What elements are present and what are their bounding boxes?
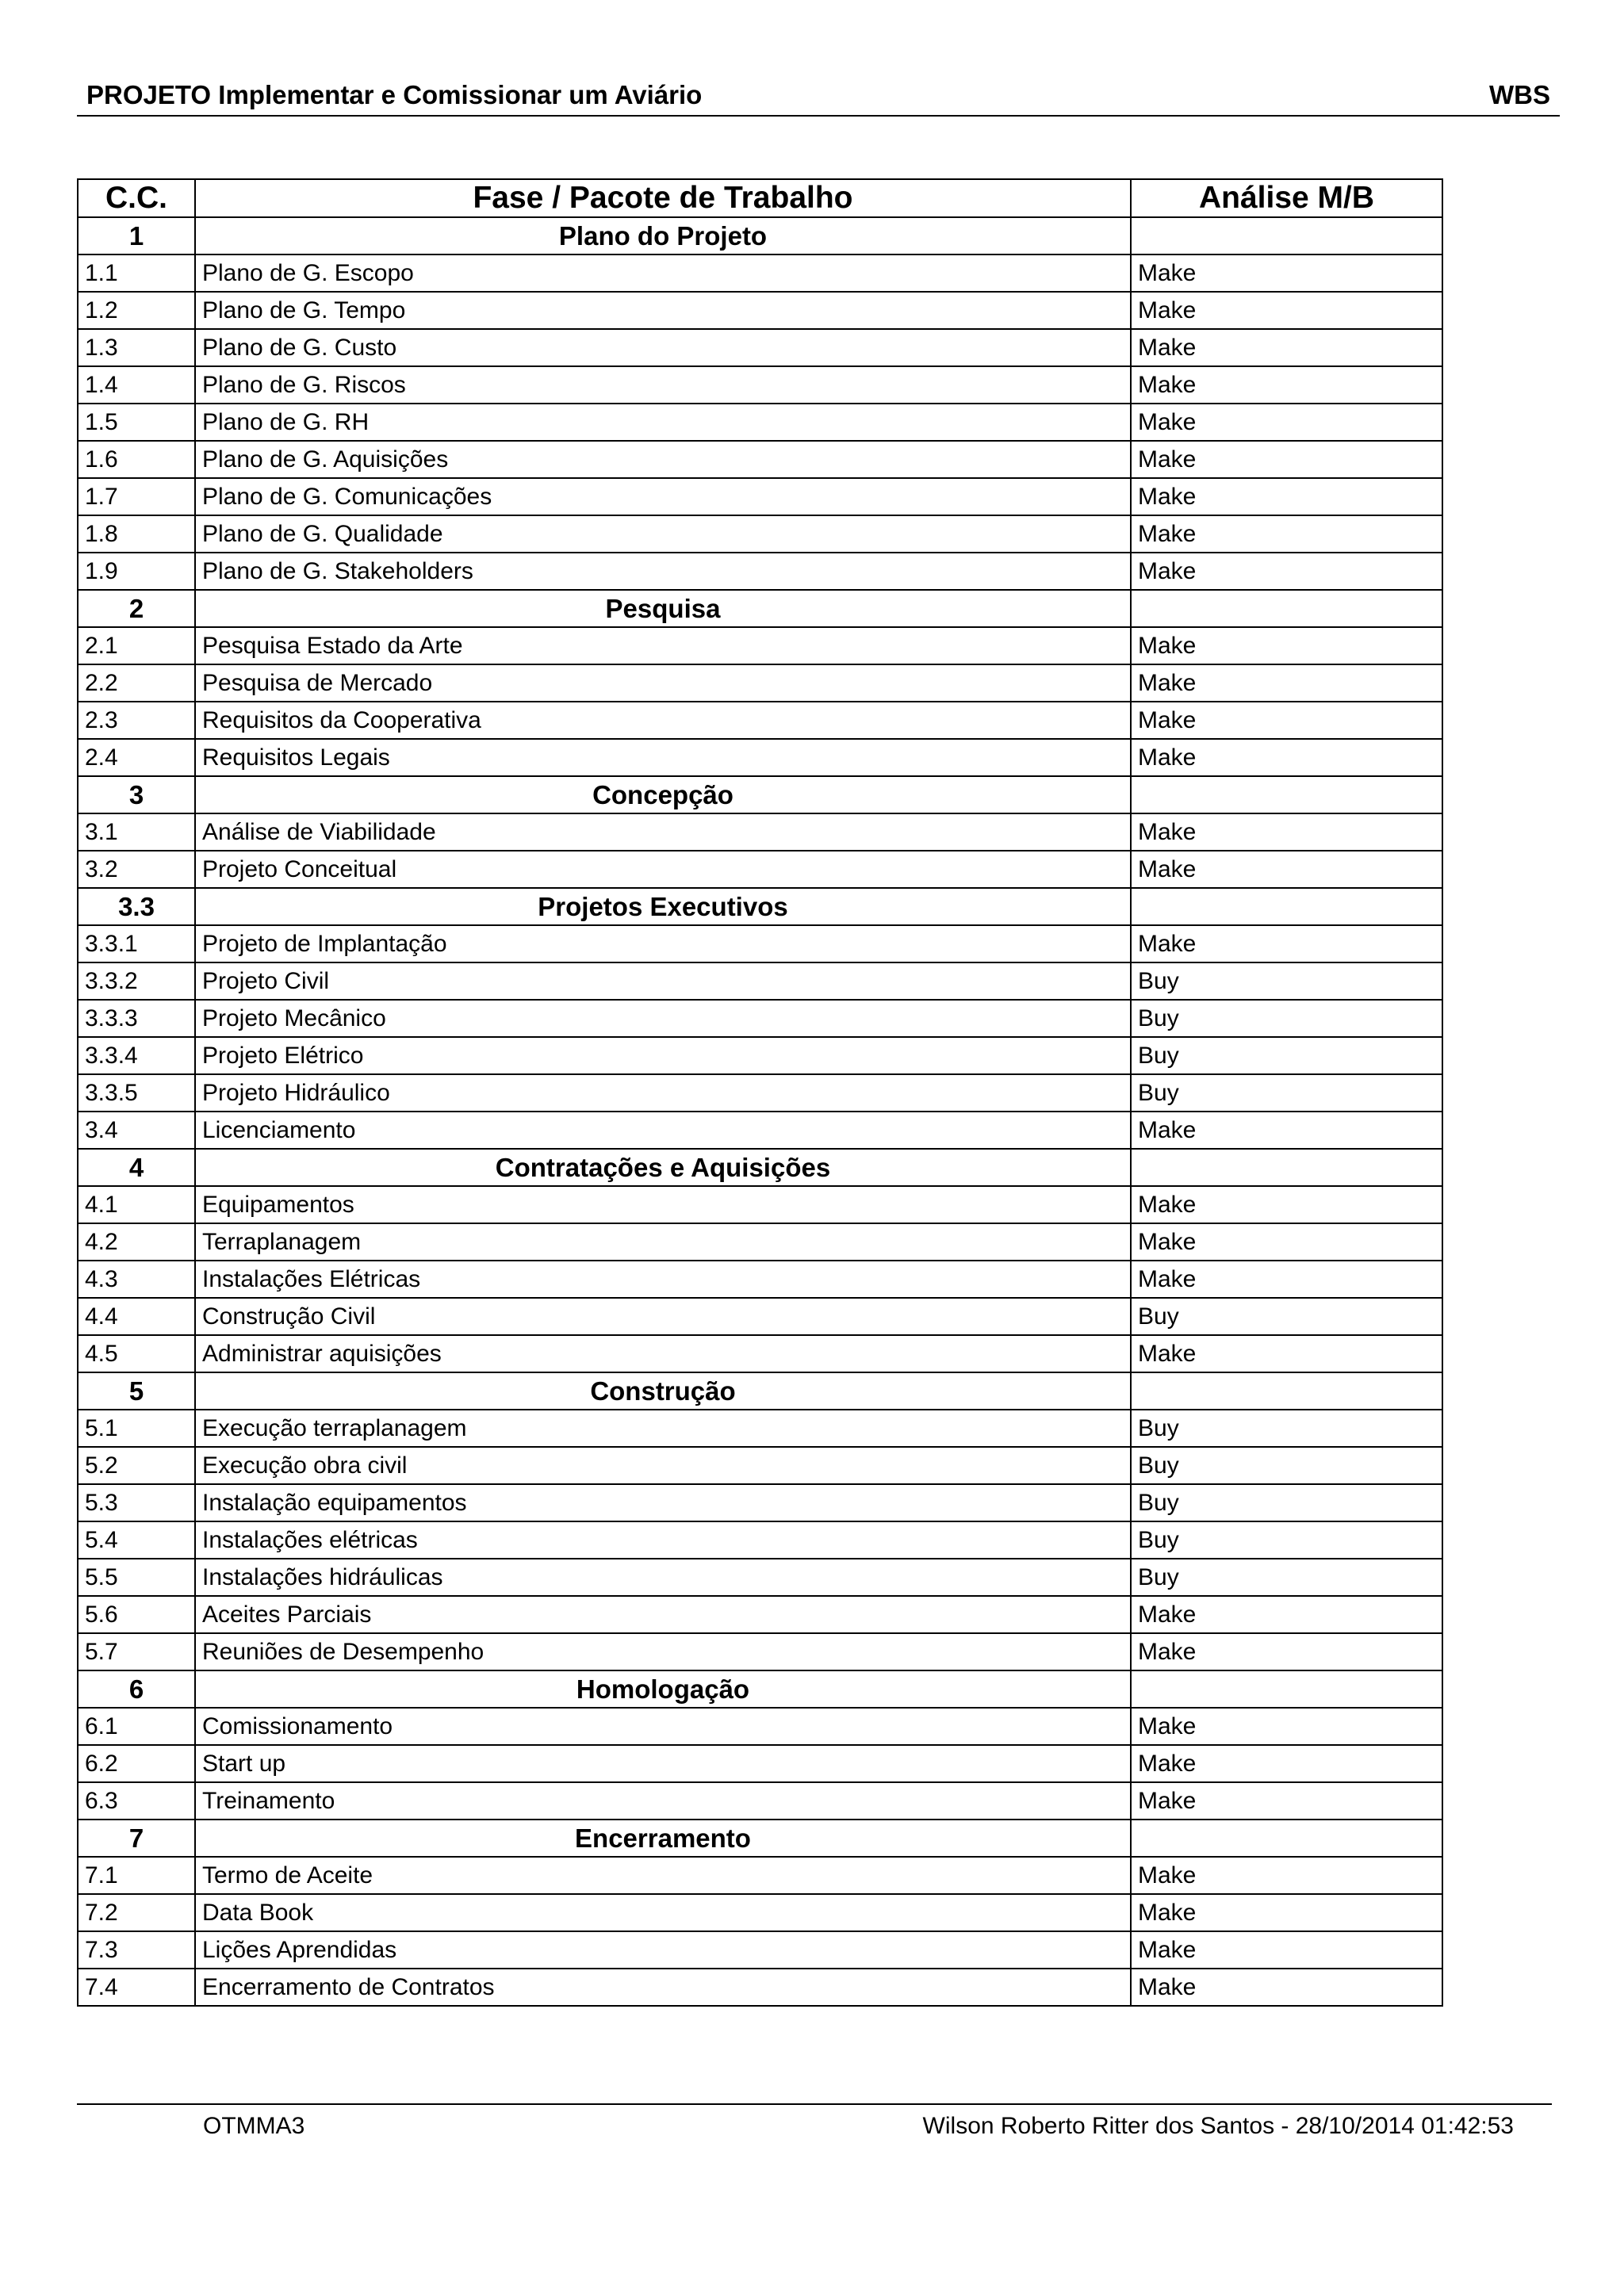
table-row — [78, 1112, 1442, 1149]
cell-cc: 7.3 — [78, 1931, 195, 1969]
cell-work-package: Plano de G. Tempo — [195, 292, 1131, 329]
cell-phase-name: Homologação — [195, 1670, 1131, 1708]
phase-row — [78, 217, 1442, 254]
cell-work-package: Projeto Civil — [195, 962, 1131, 1000]
cell-make-buy: Make — [1131, 702, 1442, 739]
cell-phase-name: Contratações e Aquisições — [195, 1149, 1131, 1186]
cell-work-package: Treinamento — [195, 1782, 1131, 1820]
page-header — [77, 77, 1560, 117]
cell-cc: 5.3 — [78, 1484, 195, 1521]
cell-phase-name: Plano do Projeto — [195, 217, 1131, 254]
cell-work-package: Pesquisa Estado da Arte — [195, 627, 1131, 664]
column-header-make-buy: Análise M/B — [1131, 179, 1442, 217]
cell-make-buy: Make — [1131, 1186, 1442, 1223]
cell-work-package: Lições Aprendidas — [195, 1931, 1131, 1969]
phase-row — [78, 1149, 1442, 1186]
cell-work-package: Análise de Viabilidade — [195, 813, 1131, 851]
table-row — [78, 441, 1442, 478]
cell-make-buy: Make — [1131, 329, 1442, 366]
cell-make-buy: Make — [1131, 1261, 1442, 1298]
cell-make-buy: Buy — [1131, 1298, 1442, 1335]
table-row — [78, 1596, 1442, 1633]
cell-phase-name: Projetos Executivos — [195, 888, 1131, 925]
cell-cc: 3.3.1 — [78, 925, 195, 962]
cell-work-package: Plano de G. RH — [195, 404, 1131, 441]
cell-make-buy: Make — [1131, 627, 1442, 664]
table-row — [78, 1633, 1442, 1670]
cell-cc: 1.9 — [78, 553, 195, 590]
cell-work-package: Reuniões de Desempenho — [195, 1633, 1131, 1670]
cell-cc: 6.2 — [78, 1745, 195, 1782]
cell-make-buy — [1131, 1820, 1442, 1857]
cell-work-package: Terraplanagem — [195, 1223, 1131, 1261]
table-row — [78, 1410, 1442, 1447]
cell-make-buy: Make — [1131, 851, 1442, 888]
document-code: WBS — [1489, 80, 1550, 109]
cell-work-package: Plano de G. Stakeholders — [195, 553, 1131, 590]
cell-make-buy — [1131, 217, 1442, 254]
cell-cc: 4.5 — [78, 1335, 195, 1372]
cell-make-buy: Make — [1131, 404, 1442, 441]
cell-make-buy — [1131, 1149, 1442, 1186]
cell-make-buy: Buy — [1131, 1484, 1442, 1521]
cell-work-package: Pesquisa de Mercado — [195, 664, 1131, 702]
table-row — [78, 254, 1442, 292]
cell-make-buy: Buy — [1131, 1447, 1442, 1484]
cell-make-buy: Make — [1131, 1223, 1442, 1261]
cell-cc: 7.2 — [78, 1894, 195, 1931]
cell-work-package: Execução obra civil — [195, 1447, 1131, 1484]
cell-cc: 6.3 — [78, 1782, 195, 1820]
cell-make-buy: Make — [1131, 1708, 1442, 1745]
cell-cc: 1.3 — [78, 329, 195, 366]
cell-make-buy: Make — [1131, 664, 1442, 702]
cell-work-package: Plano de G. Escopo — [195, 254, 1131, 292]
cell-work-package: Instalação equipamentos — [195, 1484, 1131, 1521]
cell-cc: 1.5 — [78, 404, 195, 441]
cell-phase-name: Concepção — [195, 776, 1131, 813]
footer-author-timestamp: Wilson Roberto Ritter dos Santos - 28/10/2014 01:42:53 — [922, 2113, 1514, 2139]
page-footer — [77, 2103, 1552, 2152]
footer-course-code: OTMMA3 — [203, 2113, 305, 2139]
table-row — [78, 1000, 1442, 1037]
cell-work-package: Administrar aquisições — [195, 1335, 1131, 1372]
cell-work-package: Projeto Mecânico — [195, 1000, 1131, 1037]
table-row — [78, 1708, 1442, 1745]
cell-cc: 6.1 — [78, 1708, 195, 1745]
cell-cc: 1 — [78, 217, 195, 254]
cell-cc: 1.2 — [78, 292, 195, 329]
table-row — [78, 1559, 1442, 1596]
table-row — [78, 1745, 1442, 1782]
table-row — [78, 925, 1442, 962]
cell-cc: 3.2 — [78, 851, 195, 888]
cell-work-package: Requisitos Legais — [195, 739, 1131, 776]
table-row — [78, 1186, 1442, 1223]
cell-work-package: Plano de G. Riscos — [195, 366, 1131, 404]
table-body — [78, 217, 1442, 2006]
cell-work-package: Licenciamento — [195, 1112, 1131, 1149]
cell-cc: 5.5 — [78, 1559, 195, 1596]
table-row — [78, 1261, 1442, 1298]
cell-work-package: Plano de G. Custo — [195, 329, 1131, 366]
cell-cc: 5.2 — [78, 1447, 195, 1484]
table-row — [78, 329, 1442, 366]
cell-make-buy — [1131, 776, 1442, 813]
table-row — [78, 813, 1442, 851]
page-title: PROJETO Implementar e Comissionar um Aviário — [86, 80, 703, 109]
cell-work-package: Plano de G. Qualidade — [195, 515, 1131, 553]
table-row — [78, 515, 1442, 553]
cell-work-package: Projeto Elétrico — [195, 1037, 1131, 1074]
cell-cc: 2.3 — [78, 702, 195, 739]
cell-cc: 2.2 — [78, 664, 195, 702]
table-row — [78, 1782, 1442, 1820]
cell-work-package: Start up — [195, 1745, 1131, 1782]
wbs-table — [77, 178, 1443, 2007]
cell-cc: 7 — [78, 1820, 195, 1857]
cell-make-buy: Make — [1131, 1112, 1442, 1149]
cell-make-buy: Make — [1131, 1335, 1442, 1372]
cell-make-buy: Buy — [1131, 1521, 1442, 1559]
cell-work-package: Execução terraplanagem — [195, 1410, 1131, 1447]
table-row — [78, 702, 1442, 739]
cell-work-package: Data Book — [195, 1894, 1131, 1931]
table-row — [78, 1969, 1442, 2006]
cell-make-buy: Make — [1131, 1596, 1442, 1633]
cell-make-buy: Make — [1131, 292, 1442, 329]
cell-cc: 1.7 — [78, 478, 195, 515]
cell-cc: 5.4 — [78, 1521, 195, 1559]
table-row — [78, 1484, 1442, 1521]
cell-cc: 7.4 — [78, 1969, 195, 2006]
cell-cc: 7.1 — [78, 1857, 195, 1894]
table-row — [78, 292, 1442, 329]
cell-cc: 3.3 — [78, 888, 195, 925]
phase-row — [78, 888, 1442, 925]
cell-make-buy: Make — [1131, 925, 1442, 962]
cell-cc: 5.7 — [78, 1633, 195, 1670]
cell-work-package: Encerramento de Contratos — [195, 1969, 1131, 2006]
cell-make-buy — [1131, 1372, 1442, 1410]
table-row — [78, 1857, 1442, 1894]
cell-cc: 5 — [78, 1372, 195, 1410]
cell-make-buy: Make — [1131, 254, 1442, 292]
cell-phase-name: Construção — [195, 1372, 1131, 1410]
cell-make-buy: Make — [1131, 739, 1442, 776]
table-row — [78, 1931, 1442, 1969]
cell-make-buy: Make — [1131, 1633, 1442, 1670]
table-row — [78, 1037, 1442, 1074]
cell-make-buy: Make — [1131, 1857, 1442, 1894]
cell-cc: 4.3 — [78, 1261, 195, 1298]
phase-row — [78, 776, 1442, 813]
cell-work-package: Instalações elétricas — [195, 1521, 1131, 1559]
cell-make-buy: Make — [1131, 1969, 1442, 2006]
table-row — [78, 851, 1442, 888]
table-row — [78, 1298, 1442, 1335]
table-row — [78, 1223, 1442, 1261]
cell-cc: 6 — [78, 1670, 195, 1708]
cell-cc: 1.8 — [78, 515, 195, 553]
cell-make-buy: Make — [1131, 478, 1442, 515]
cell-cc: 3.3.4 — [78, 1037, 195, 1074]
cell-make-buy: Make — [1131, 1931, 1442, 1969]
column-header-phase: Fase / Pacote de Trabalho — [195, 179, 1131, 217]
cell-work-package: Projeto Conceitual — [195, 851, 1131, 888]
cell-work-package: Instalações hidráulicas — [195, 1559, 1131, 1596]
cell-cc: 2.1 — [78, 627, 195, 664]
cell-cc: 5.6 — [78, 1596, 195, 1633]
cell-work-package: Construção Civil — [195, 1298, 1131, 1335]
column-header-cc: C.C. — [78, 179, 195, 217]
cell-phase-name: Encerramento — [195, 1820, 1131, 1857]
cell-cc: 2 — [78, 590, 195, 627]
cell-cc: 5.1 — [78, 1410, 195, 1447]
cell-work-package: Equipamentos — [195, 1186, 1131, 1223]
cell-cc: 2.4 — [78, 739, 195, 776]
table-row — [78, 404, 1442, 441]
cell-make-buy: Buy — [1131, 1000, 1442, 1037]
cell-cc: 4.1 — [78, 1186, 195, 1223]
table-row — [78, 1894, 1442, 1931]
phase-row — [78, 1372, 1442, 1410]
table-row — [78, 1335, 1442, 1372]
phase-row — [78, 590, 1442, 627]
cell-work-package: Termo de Aceite — [195, 1857, 1131, 1894]
cell-work-package: Aceites Parciais — [195, 1596, 1131, 1633]
cell-make-buy: Make — [1131, 1782, 1442, 1820]
table-row — [78, 627, 1442, 664]
cell-make-buy: Make — [1131, 553, 1442, 590]
cell-cc: 1.4 — [78, 366, 195, 404]
table-row — [78, 1074, 1442, 1112]
cell-phase-name: Pesquisa — [195, 590, 1131, 627]
cell-make-buy: Make — [1131, 813, 1442, 851]
cell-work-package: Requisitos da Cooperativa — [195, 702, 1131, 739]
table-row — [78, 962, 1442, 1000]
table-header-row — [78, 179, 1442, 217]
cell-cc: 4 — [78, 1149, 195, 1186]
cell-work-package: Comissionamento — [195, 1708, 1131, 1745]
table-row — [78, 366, 1442, 404]
cell-make-buy — [1131, 1670, 1442, 1708]
cell-make-buy: Make — [1131, 366, 1442, 404]
cell-make-buy: Buy — [1131, 1037, 1442, 1074]
cell-work-package: Instalações Elétricas — [195, 1261, 1131, 1298]
cell-make-buy — [1131, 590, 1442, 627]
cell-work-package: Projeto de Implantação — [195, 925, 1131, 962]
cell-work-package: Projeto Hidráulico — [195, 1074, 1131, 1112]
cell-cc: 3.3.3 — [78, 1000, 195, 1037]
cell-make-buy: Make — [1131, 1745, 1442, 1782]
table-row — [78, 664, 1442, 702]
cell-cc: 4.2 — [78, 1223, 195, 1261]
cell-cc: 1.6 — [78, 441, 195, 478]
cell-cc: 4.4 — [78, 1298, 195, 1335]
cell-make-buy: Make — [1131, 441, 1442, 478]
cell-make-buy: Buy — [1131, 1410, 1442, 1447]
cell-make-buy: Buy — [1131, 1074, 1442, 1112]
table-row — [78, 1521, 1442, 1559]
table-row — [78, 553, 1442, 590]
table-row — [78, 1447, 1442, 1484]
cell-make-buy: Make — [1131, 1894, 1442, 1931]
cell-cc: 3.4 — [78, 1112, 195, 1149]
cell-make-buy: Buy — [1131, 1559, 1442, 1596]
cell-cc: 3 — [78, 776, 195, 813]
cell-cc: 3.1 — [78, 813, 195, 851]
cell-make-buy: Buy — [1131, 962, 1442, 1000]
cell-make-buy — [1131, 888, 1442, 925]
phase-row — [78, 1670, 1442, 1708]
cell-work-package: Plano de G. Comunicações — [195, 478, 1131, 515]
table-row — [78, 739, 1442, 776]
cell-work-package: Plano de G. Aquisições — [195, 441, 1131, 478]
phase-row — [78, 1820, 1442, 1857]
table-row — [78, 478, 1442, 515]
cell-cc: 3.3.2 — [78, 962, 195, 1000]
cell-make-buy: Make — [1131, 515, 1442, 553]
cell-cc: 1.1 — [78, 254, 195, 292]
cell-cc: 3.3.5 — [78, 1074, 195, 1112]
